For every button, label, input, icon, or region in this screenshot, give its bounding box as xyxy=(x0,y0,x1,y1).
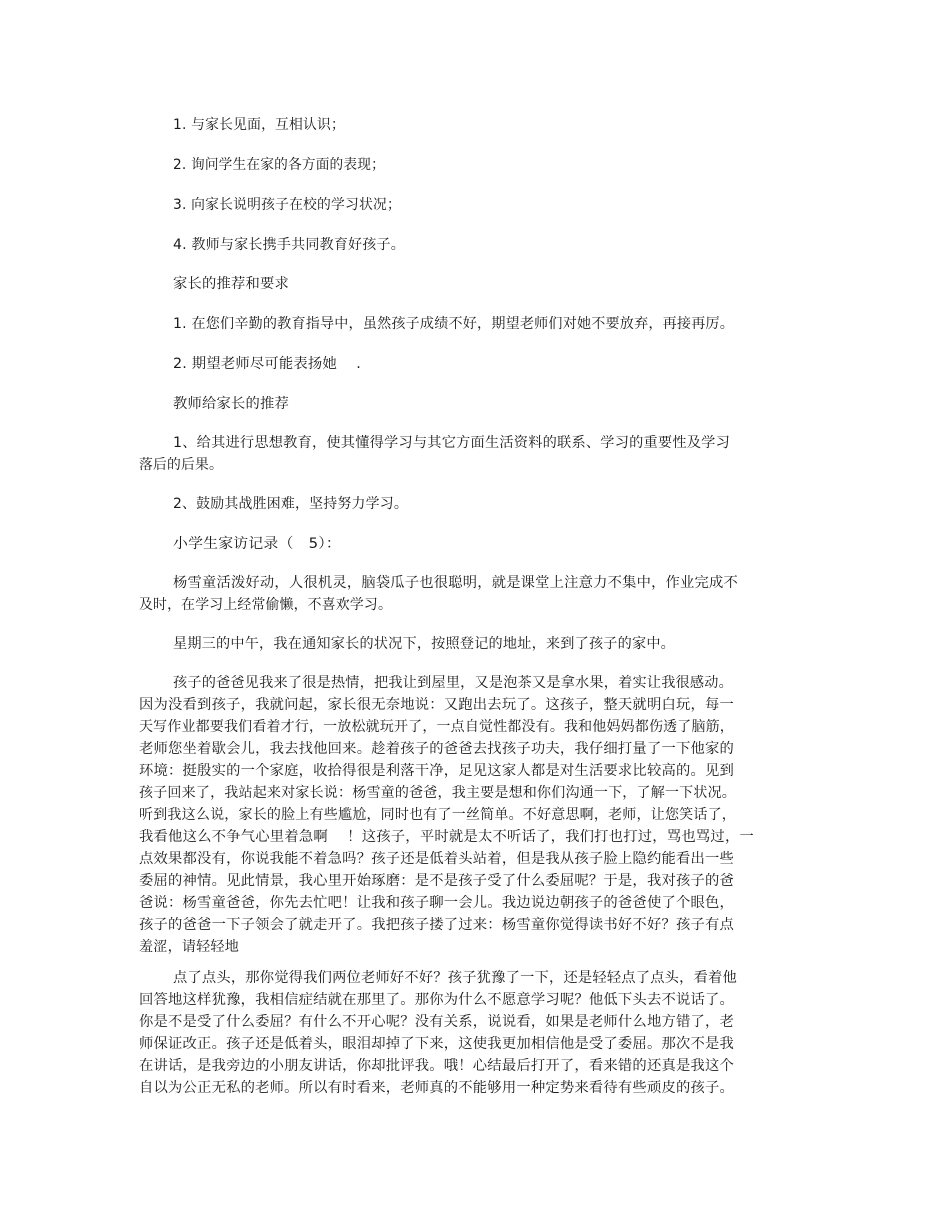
paragraph-line: 及时，在学习上经常偷懒，不喜欢学习。 xyxy=(139,597,393,613)
paragraph-line: 回答地这样犹豫，我相信症结就在那里了。那你为什么不愿意学习呢？他低下头去不说话了。 xyxy=(139,992,735,1008)
paragraph-line: 爸说：杨雪童爸爸，你先去忙吧！让我和孩子聊一会儿。我边说边朝孩子的爸爸使了个眼色， xyxy=(139,895,735,911)
paragraph-line: 1. 在您们辛勤的教育指导中，虽然孩子成绩不好，期望老师们对她不要放弃，再接再厉。 xyxy=(173,316,735,332)
paragraph-line: 星期三的中午，我在通知家长的状况下，按照登记的地址，来到了孩子的家中。 xyxy=(173,636,676,652)
paragraph-line: 你是不是受了什么委屈？有什么不开心呢？没有关系，说说看，如果是老师什么地方错了，老 xyxy=(139,1014,735,1030)
paragraph-line: 2. 期望老师尽可能表扬她 . xyxy=(173,356,362,372)
paragraph-line: 教师给家长的推荐 xyxy=(173,396,289,412)
paragraph-line: 我看他这么不争气心里着急啊 ！这孩子，平时就是太不听话了，我们打也打过，骂也骂过，一 xyxy=(139,829,755,845)
paragraph-line: 孩子的爸爸见我来了很是热情，把我让到屋里，又是泡茶又是拿水果，着实让我很感动。 xyxy=(173,675,734,691)
paragraph-line: 委屈的神情。见此情景，我心里开始琢磨：是不是孩子受了什么委屈呢？于是，我对孩子的爸 xyxy=(139,873,735,889)
paragraph-line: 1、给其进行思想教育，使其懂得学习与其它方面生活资料的联系、学习的重要性及学习 xyxy=(173,435,731,451)
paragraph-line: 家长的推荐和要求 xyxy=(173,276,289,292)
paragraph-line: 天写作业都要我们看着才行，一放松就玩开了，一点自觉性都没有。我和他妈妈都伤透了脑筋， xyxy=(139,719,734,735)
paragraph-line: 点了点头，那你觉得我们两位老师好不好？孩子犹豫了一下，还是轻轻点了点头，看着他 xyxy=(173,970,737,986)
paragraph-line: 老师您坐着歇会儿，我去找他回来。趁着孩子的爸爸去找孩子功夫，我仔细打量了一下他家的 xyxy=(139,741,735,757)
paragraph-line: 落后的后果。 xyxy=(139,457,223,473)
paragraph-line: 杨雪童活泼好动，人很机灵，脑袋瓜子也很聪明，就是课堂上注意力不集中，作业完成不 xyxy=(173,575,738,591)
paragraph-line: 听到我这么说，家长的脸上有些尴尬，同时也有了一丝简单。不好意思啊，老师，让您笑话了， xyxy=(139,807,737,823)
paragraph-line: 小学生家访记录（ 5）： xyxy=(173,536,341,552)
paragraph-line: 因为没看到孩子，我就问起，家长很无奈地说：又跑出去玩了。这孩子，整天就明白玩，每一 xyxy=(139,697,735,713)
paragraph-line: 2、鼓励其战胜困难，坚持努力学习。 xyxy=(173,496,409,512)
paragraph-line: 2. 询问学生在家的各方面的表现； xyxy=(173,157,386,173)
paragraph-line: 自以为公正无私的老师。所以有时看来，老师真的不能够用一种定势来看待有些顽皮的孩子。 xyxy=(139,1080,735,1096)
paragraph-line: 羞涩，请轻轻地 xyxy=(139,939,240,955)
paragraph-line: 孩子回来了，我站起来对家长说：杨雪童的爸爸，我主要是想和你们沟通一下，了解一下状况。 xyxy=(139,785,737,801)
paragraph-line: 在讲话，是我旁边的小朋友讲话，你却批评我。哦！心结最后打开了，看来错的还真是我这个 xyxy=(139,1058,735,1074)
paragraph-line: 孩子的爸爸一下子领会了就走开了。我把孩子搂了过来：杨雪童你觉得读书好不好？孩子有点 xyxy=(139,917,735,933)
paragraph-line: 环境：挺殷实的一个家庭，收拾得很是利落干净，足见这家人都是对生活要求比较高的。见到 xyxy=(139,763,735,779)
paragraph-line: 4. 教师与家长携手共同教育好孩子。 xyxy=(173,237,406,253)
paragraph-line: 点效果都没有，你说我能不着急吗？孩子还是低着头站着，但是我从孩子脸上隐约能看出一些 xyxy=(139,851,735,867)
paragraph-line: 3. 向家长说明孩子在校的学习状况； xyxy=(173,197,401,213)
paragraph-line: 1. 与家长见面，互相认识； xyxy=(173,117,346,133)
paragraph-line: 师保证改正。孩子还是低着头，眼泪却掉了下来，这使我更加相信他是受了委屈。那次不是我 xyxy=(139,1036,735,1052)
